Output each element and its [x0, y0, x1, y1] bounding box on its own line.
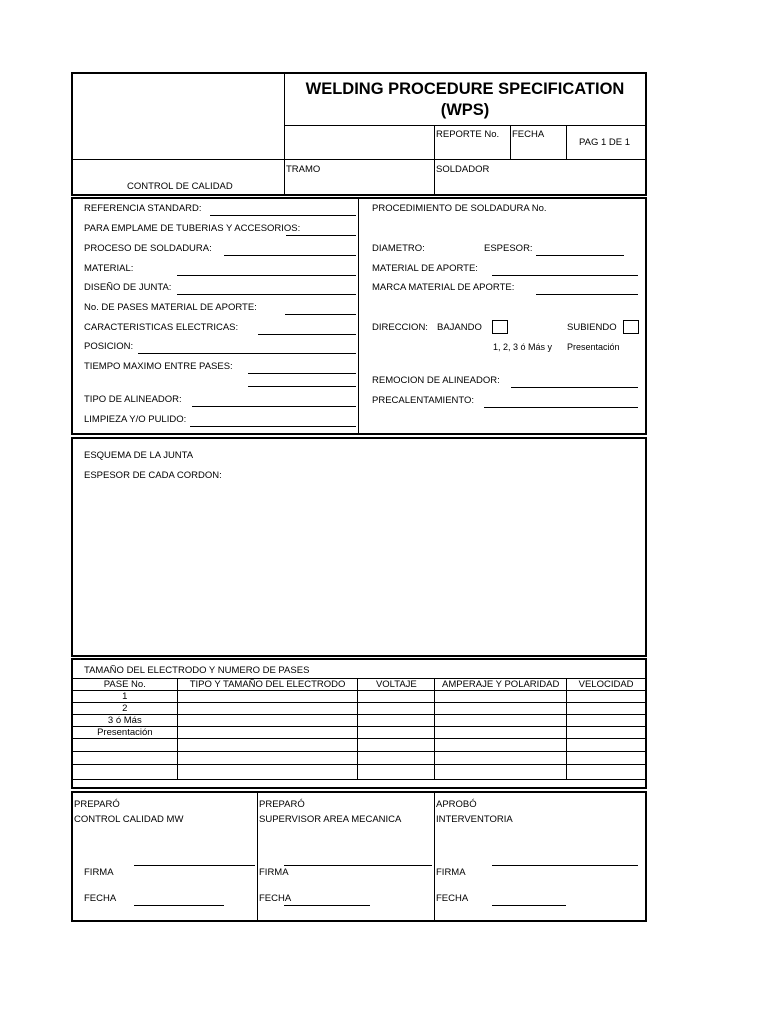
table-cell[interactable] — [358, 739, 435, 752]
reporte-label: REPORTE No. — [436, 129, 500, 140]
diametro-label: DIAMETRO: — [372, 243, 425, 254]
table-cell[interactable] — [567, 715, 646, 727]
table-cell[interactable] — [567, 752, 646, 765]
pase-cell: Presentación — [73, 727, 178, 739]
caracteristicas-label: CARACTERISTICAS ELECTRICAS: — [84, 322, 239, 333]
col2-fecha-field[interactable] — [284, 905, 370, 906]
header-velocidad: VELOCIDAD — [567, 679, 646, 691]
col1-fecha-label: FECHA — [84, 893, 117, 904]
header-divider — [284, 125, 646, 126]
signature-box — [71, 791, 647, 922]
emplame-label: PARA EMPLAME DE TUBERIAS Y ACCESORIOS: — [84, 223, 301, 234]
table-cell[interactable] — [435, 691, 567, 703]
table-cell[interactable] — [358, 752, 435, 765]
col1-firma-field[interactable] — [134, 865, 255, 866]
control-calidad-label: CONTROL DE CALIDAD — [127, 181, 233, 192]
table-row — [73, 739, 646, 752]
electrode-table — [72, 678, 646, 780]
material-label: MATERIAL: — [84, 263, 134, 274]
marca-field[interactable] — [536, 294, 638, 295]
table-row — [73, 691, 646, 703]
header-voltaje: VOLTAJE — [358, 679, 435, 691]
espesor-field[interactable] — [536, 255, 624, 256]
pase-cell: 2 — [73, 703, 178, 715]
table-header-row — [73, 679, 646, 691]
pases-field[interactable] — [285, 314, 356, 315]
table-cell[interactable] — [358, 703, 435, 715]
pases-note: 1, 2, 3 ó Más y — [493, 342, 553, 352]
pase-cell[interactable] — [73, 765, 178, 780]
col2-preparo: PREPARÓ — [259, 799, 305, 810]
table-cell[interactable] — [567, 727, 646, 739]
table-cell[interactable] — [177, 752, 358, 765]
table-row — [73, 765, 646, 780]
posicion-field[interactable] — [138, 353, 356, 354]
esquema-label: ESQUEMA DE LA JUNTA — [84, 450, 194, 461]
col1-role: CONTROL CALIDAD MW — [74, 814, 184, 825]
table-cell[interactable] — [435, 739, 567, 752]
espesor-cordon-label: ESPESOR DE CADA CORDON: — [84, 470, 222, 481]
remocion-field[interactable] — [511, 387, 638, 388]
col3-fecha-field[interactable] — [492, 905, 566, 906]
col3-firma-label: FIRMA — [436, 867, 466, 878]
material-aporte-label: MATERIAL DE APORTE: — [372, 263, 478, 274]
table-cell[interactable] — [435, 752, 567, 765]
table-cell[interactable] — [358, 691, 435, 703]
col1-preparo: PREPARÓ — [74, 799, 120, 810]
table-row — [73, 715, 646, 727]
pase-cell: 3 ó Más — [73, 715, 178, 727]
precalentamiento-field[interactable] — [484, 407, 638, 408]
pase-cell[interactable] — [73, 739, 178, 752]
col3-firma-field[interactable] — [492, 865, 638, 866]
table-cell[interactable] — [435, 765, 567, 780]
pases-label: No. DE PASES MATERIAL DE APORTE: — [84, 302, 257, 313]
table-cell[interactable] — [358, 765, 435, 780]
col2-firma-field[interactable] — [284, 865, 432, 866]
procedure-divider — [358, 198, 359, 434]
header-amperaje: AMPERAJE Y POLARIDAD — [435, 679, 567, 691]
table-cell[interactable] — [177, 715, 358, 727]
diseno-field[interactable] — [177, 294, 356, 295]
col1-firma-label: FIRMA — [84, 867, 114, 878]
signature-divider — [257, 792, 258, 921]
tipo-alineador-label: TIPO DE ALINEADOR: — [84, 394, 182, 405]
posicion-label: POSICION: — [84, 341, 134, 352]
table-cell[interactable] — [177, 739, 358, 752]
signature-divider — [434, 792, 435, 921]
table-cell[interactable] — [177, 727, 358, 739]
header-divider — [566, 125, 567, 159]
subiendo-label: SUBIENDO — [567, 322, 617, 333]
tipo-alineador-field[interactable] — [192, 406, 356, 407]
header-pase: PASE No. — [73, 679, 178, 691]
table-cell[interactable] — [177, 765, 358, 780]
tiempo-field[interactable] — [248, 373, 356, 374]
col3-fecha-label: FECHA — [436, 893, 469, 904]
col3-role: INTERVENTORIA — [436, 814, 513, 825]
header-tipo: TIPO Y TAMAÑO DEL ELECTRODO — [177, 679, 358, 691]
precalentamiento-label: PRECALENTAMIENTO: — [372, 395, 475, 406]
table-cell[interactable] — [435, 727, 567, 739]
proceso-label: PROCESO DE SOLDADURA: — [84, 243, 212, 254]
tramo-label: TRAMO — [286, 164, 321, 175]
page-number: PAG 1 DE 1 — [579, 137, 631, 148]
limpieza-label: LIMPIEZA Y/O PULIDO: — [84, 414, 187, 425]
table-cell[interactable] — [177, 703, 358, 715]
tiempo-field-line2[interactable] — [248, 386, 356, 387]
pase-cell[interactable] — [73, 752, 178, 765]
col3-aprobo: APROBÓ — [436, 799, 477, 810]
table-cell[interactable] — [358, 727, 435, 739]
table-cell[interactable] — [177, 691, 358, 703]
pase-cell: 1 — [73, 691, 178, 703]
header-divider — [510, 125, 511, 159]
table-row — [73, 752, 646, 765]
caracteristicas-field[interactable] — [258, 334, 356, 335]
table-cell[interactable] — [358, 715, 435, 727]
emplame-field[interactable] — [286, 235, 356, 236]
tiempo-label: TIEMPO MAXIMO ENTRE PASES: — [84, 361, 233, 372]
table-cell[interactable] — [567, 765, 646, 780]
page-title-abbrev: (WPS) — [440, 101, 490, 119]
col2-fecha-label: FECHA — [259, 893, 292, 904]
page-title: WELDING PROCEDURE SPECIFICATION — [305, 80, 625, 98]
table-cell[interactable] — [567, 703, 646, 715]
header-divider — [434, 125, 435, 195]
remocion-label: REMOCION DE ALINEADOR: — [372, 375, 500, 386]
table-row — [73, 727, 646, 739]
direccion-label: DIRECCION: — [372, 322, 428, 333]
referencia-label: REFERENCIA STANDARD: — [84, 203, 202, 214]
subiendo-checkbox[interactable] — [623, 320, 639, 334]
material-aporte-field[interactable] — [492, 275, 638, 276]
material-field[interactable] — [177, 275, 356, 276]
table-cell[interactable] — [435, 703, 567, 715]
bajando-checkbox[interactable] — [492, 320, 508, 334]
proceso-field[interactable] — [224, 255, 356, 256]
espesor-label: ESPESOR: — [484, 243, 533, 254]
fecha-label: FECHA — [512, 129, 545, 140]
bajando-label: BAJANDO — [437, 322, 482, 333]
procedimiento-label: PROCEDIMIENTO DE SOLDADURA No. — [372, 203, 547, 214]
header-divider — [72, 159, 646, 160]
table-cell[interactable] — [435, 715, 567, 727]
col2-role: SUPERVISOR AREA MECANICA — [259, 814, 402, 825]
presentacion-note: Presentación — [567, 342, 620, 352]
col1-fecha-field[interactable] — [134, 905, 224, 906]
table-cell[interactable] — [567, 739, 646, 752]
limpieza-field[interactable] — [190, 426, 356, 427]
marca-label: MARCA MATERIAL DE APORTE: — [372, 282, 515, 293]
electrode-table-title: TAMAÑO DEL ELECTRODO Y NUMERO DE PASES — [84, 665, 310, 676]
table-cell[interactable] — [567, 691, 646, 703]
diseno-label: DISEÑO DE JUNTA: — [84, 282, 172, 293]
referencia-field[interactable] — [210, 215, 356, 216]
table-row — [73, 703, 646, 715]
soldador-label: SOLDADOR — [436, 164, 490, 175]
col2-firma-label: FIRMA — [259, 867, 289, 878]
